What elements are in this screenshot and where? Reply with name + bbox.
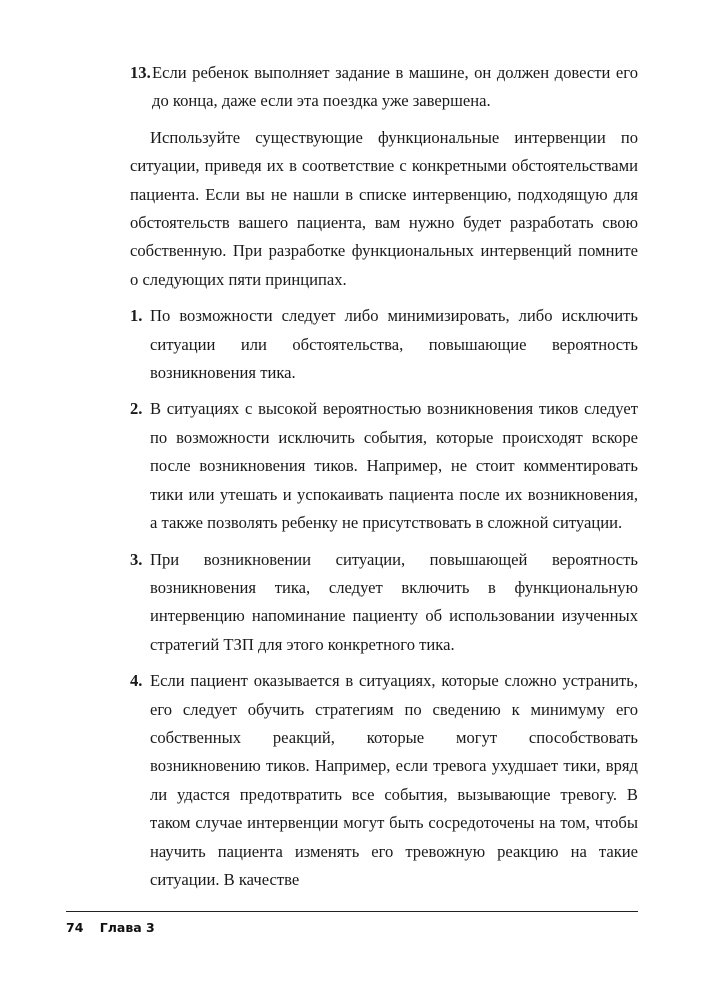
list-text: Если ребенок выполняет задание в машине, он должен довести его до конца, даже если эта поездка уже завершена. (152, 63, 638, 111)
list-number: 3. (130, 549, 143, 569)
principle-item-3 (130, 546, 638, 660)
list-number: 13. (130, 63, 151, 82)
list-text: В ситуациях с высокой вероятностью возникновения тиков следует по возможности исключить события, которые происходят вскоре после возникновения тиков. Например, не стоит комментировать тики или утешать и успокаивать пациента после их возникновения, а также позволять ребенку не присутствовать в сложной ситуации. (150, 399, 638, 533)
list-text: При возникновении ситуации, повышающей вероятность возникновения тика, следует включить в функциональную интервенцию напоминание пациенту об использовании изученных стратегий ТЗП для этого конкретного тика. (150, 549, 638, 654)
principle-item-1 (130, 302, 638, 387)
page-number: 74 (66, 920, 84, 935)
principle-item-4 (130, 667, 638, 894)
list-number: 2. (130, 399, 143, 419)
principle-item-2 (130, 395, 638, 537)
list-item-13 (130, 59, 638, 116)
footer-divider (66, 911, 638, 912)
list-number: 1. (130, 306, 143, 326)
list-number: 4. (130, 671, 143, 691)
list-text: По возможности следует либо минимизировать, либо исключить ситуации или обстоятельства, повышающие вероятность возникновения тика. (150, 306, 638, 383)
list-text: Если пациент оказывается в ситуациях, которые сложно устранить, его следует обучить стратегиям по сведению к минимуму его собственных реакций, которые могут способствовать возникновению тиков. Например, если тревога ухудшает тики, вряд ли удастся предотвратить все события, вызывающие тревогу. В таком случае интервенции могут быть сосредоточены на том, чтобы научить пациента изменять его тревожную реакцию на такие ситуации. В качестве (150, 671, 638, 889)
chapter-label: Глава 3 (99, 920, 155, 935)
page-footer (66, 920, 155, 935)
intro-paragraph: Используйте существующие функциональные интервенции по ситуации, приведя их в соответствие с конкретными обстоятельствами пациента. Если вы не нашли в списке интервенцию, подходящую для обстоятельств вашего пациента, вам нужно будет разработать свою собственную. При разработке функциональных интервенций помните о следующих пяти принципах. (130, 127, 638, 289)
page-body (130, 59, 638, 902)
